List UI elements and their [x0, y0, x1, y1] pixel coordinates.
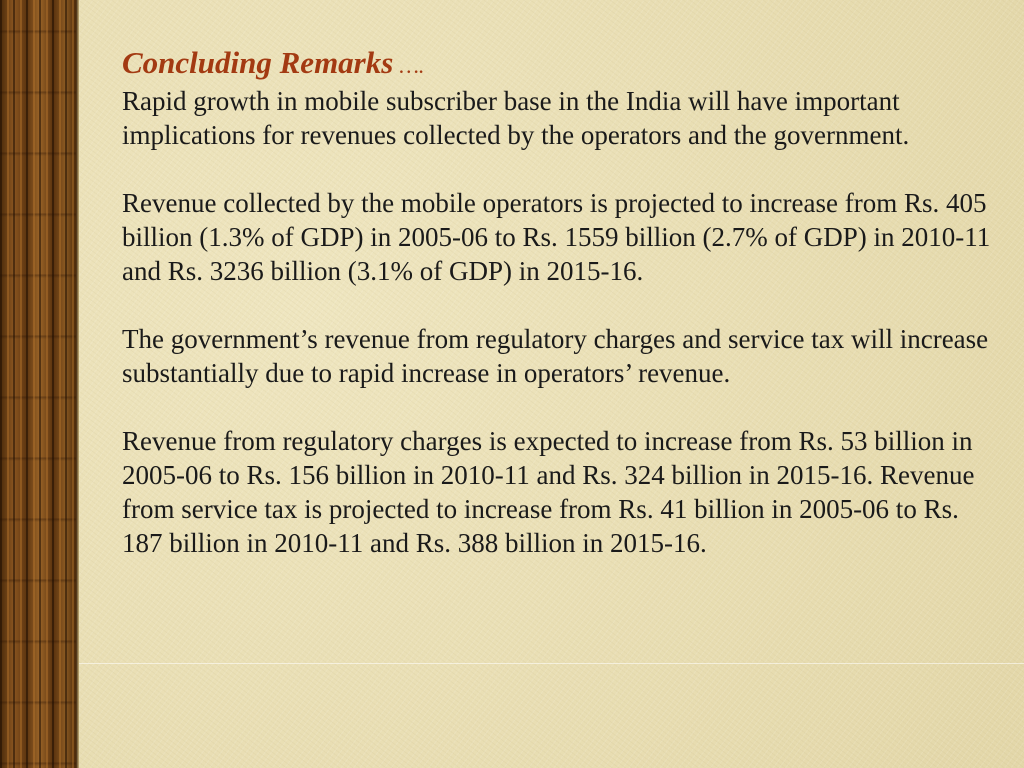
- faint-divider: [79, 663, 1024, 664]
- border-edge: [76, 0, 79, 768]
- title-row: [122, 44, 1002, 82]
- slide-title: Concluding Remarks: [122, 45, 394, 80]
- paragraph-government-revenue: The government’s revenue from regulatory charges and service tax will increase substantially due to rapid increase in operators’ revenue.: [122, 324, 989, 388]
- title-ellipsis: ….: [399, 53, 425, 78]
- paragraph-operator-revenue: Revenue collected by the mobile operators is projected to increase from Rs. 405 billion (1.3% of GDP) in 2005-06 to Rs. 1559 billion (2.7% of GDP) in 2010-11 and Rs. 3236 billion (3.1% of GDP) in 2015-16.: [122, 188, 991, 286]
- paragraph-regulatory-and-tax: Revenue from regulatory charges is expected to increase from Rs. 53 billion in 2005-06 to Rs. 156 billion in 2010-11 and Rs. 324 billion in 2015-16. Revenue from service tax is projected to increase from Rs. 41 billion in 2005-06 to Rs. 187 billion in 2010-11 and Rs. 388 billion in 2015-16.: [122, 426, 975, 558]
- paragraph-subscriber-growth: Rapid growth in mobile subscriber base in the India will have important implications for revenues collected by the operators and the government.: [122, 86, 910, 150]
- wood-border-decoration: [0, 0, 76, 768]
- slide-content: [122, 44, 1002, 560]
